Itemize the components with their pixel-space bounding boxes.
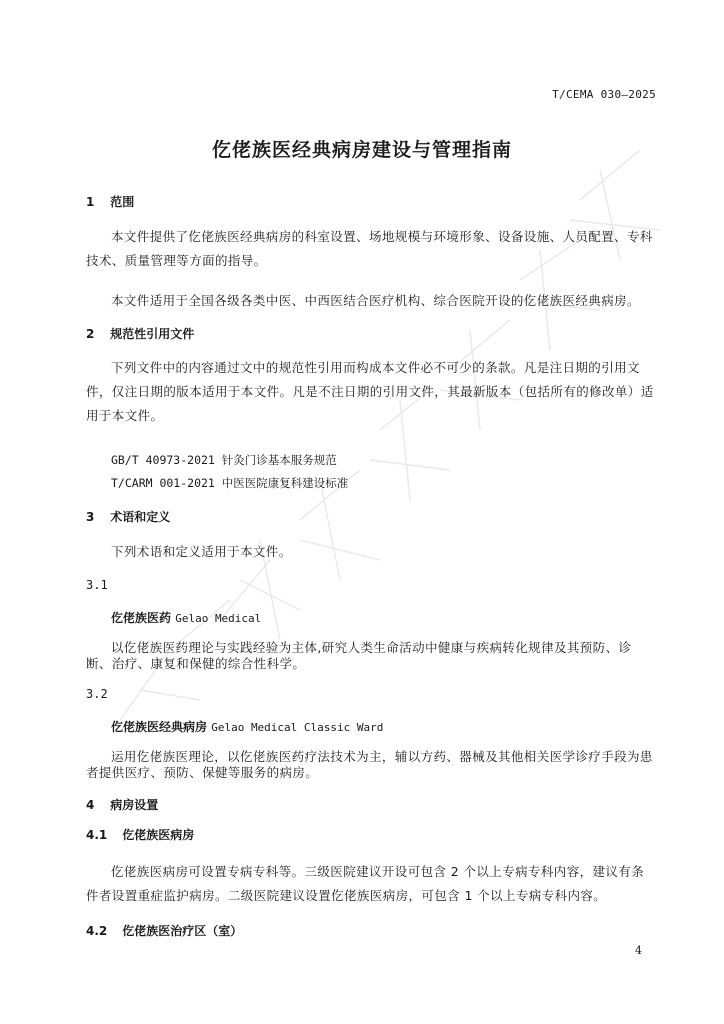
paragraph-scope-2: 本文件适用于全国各级各类中医、中西医结合医疗机构、综合医院开设的仡佬族医经典病房。 [111,293,640,308]
section-heading-ward-setup [86,796,158,813]
paragraph-scope-1: 本文件提供了仡佬族医经典病房的科室设置、场地规模与环境形象、设备设施、人员配置、专科技术、质量管理等方面的指导。 [86,229,653,268]
section-number: 4 [86,798,95,812]
term-title [111,718,383,735]
term-definition: 以仡佬族医药理论与实践经验为主体,研究人类生命活动中健康与疾病转化规律及其预防、诊断、治疗、康复和保健的综合性科学。 [86,640,632,671]
term-number: 3.2 [86,687,108,701]
section-number: 2 [86,327,95,341]
section-number: 1 [86,195,95,209]
section-number: 4.2 [86,924,108,938]
section-number: 3 [86,510,95,524]
term-zh: 仡佬族医药 [111,611,172,625]
term-number: 3.1 [86,578,108,592]
paragraph-terms-intro: 下列术语和定义适用于本文件。 [111,544,292,559]
document-title: 仡佬族医经典病房建设与管理指南 [211,139,512,161]
reference-item: GB/T 40973-2021 针灸门诊基本服务规范 [111,453,337,467]
term-title [111,609,261,626]
section-heading-scope [86,193,134,210]
term-definition: 运用仡佬族医理论，以仡佬族医药疗法技术为主，辅以方药、器械及其他相关医学诊疗手段为患者提供医疗、预防、保健等服务的病房。 [86,749,653,780]
section-title: 病房设置 [110,798,159,812]
section-title: 仡佬族医治疗区（室） [122,924,243,938]
term-en: Gelao Medical [175,612,262,625]
section-title: 术语和定义 [110,510,171,524]
section-heading-normative-references [86,325,194,342]
reference-item: T/CARM 001-2021 中医医院康复科建设标准 [111,476,349,490]
paragraph-ward-setup: 仡佬族医病房可设置专病专科等。三级医院建议开设可包含 2 个以上专病专科内容，建议有条件者设置重症监护病房。二级医院建议设置仡佬族医病房，可包含 1 个以上专病专科内容。 [86,864,645,903]
subsection-heading-treatment-area [86,922,242,939]
section-title: 规范性引用文件 [110,327,195,341]
paragraph-references-intro: 下列文件中的内容通过文中的规范性引用而构成本文件必不可少的条款。凡是注日期的引用文件，仅注日期的版本适用于本文件。凡是不注日期的引用文件，其最新版本（包括所有的修改单）适用于本文件。 [86,360,654,423]
standard-code: T/CEMA 030—2025 [552,88,656,101]
page-number: 4 [635,944,642,957]
term-zh: 仡佬族医经典病房 [111,720,208,734]
section-heading-terms [86,508,170,525]
term-en: Gelao Medical Classic Ward [211,721,384,734]
subsection-heading-ward [86,826,194,843]
section-title: 仡佬族医病房 [122,828,195,842]
section-number: 4.1 [86,828,108,842]
section-title: 范围 [110,195,135,209]
